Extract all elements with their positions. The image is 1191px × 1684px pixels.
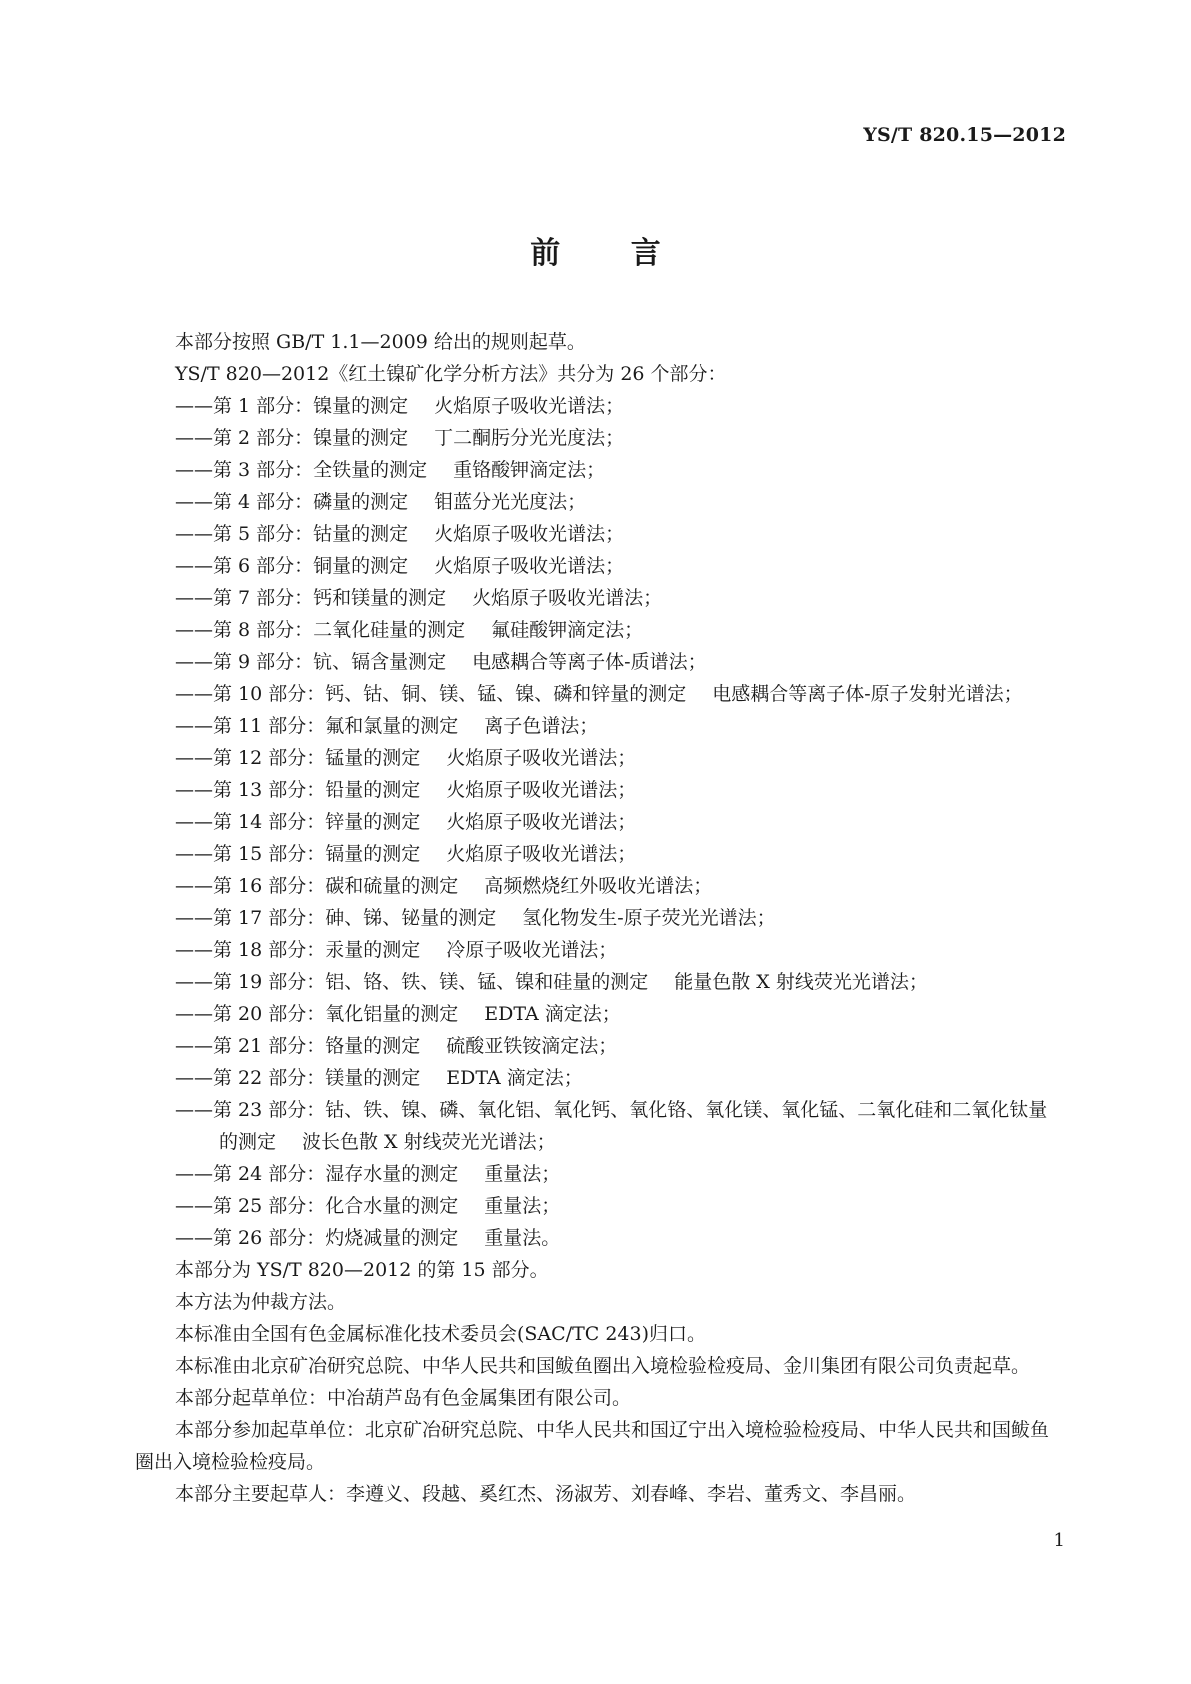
part-name: ——第 16 部分：碳和硫量的测定 bbox=[175, 875, 459, 897]
page-title: 前 言 bbox=[530, 236, 691, 271]
part-item bbox=[135, 1158, 1065, 1190]
page-number: 1 bbox=[1053, 1530, 1065, 1551]
part-method: 钼蓝分光光度法； bbox=[434, 491, 587, 513]
part-name: ——第 21 部分：铬量的测定 bbox=[175, 1035, 421, 1057]
part-name: ——第 26 部分：灼烧减量的测定 bbox=[175, 1227, 459, 1249]
part-method: 硫酸亚铁铵滴定法； bbox=[446, 1035, 618, 1057]
part-method: EDTA 滴定法； bbox=[484, 1003, 621, 1025]
closing-paragraph: 本方法为仲裁方法。 bbox=[175, 1291, 347, 1313]
part-name: ——第 11 部分：氟和氯量的测定 bbox=[175, 715, 459, 737]
intro-paragraph: YS/T 820—2012《红土镍矿化学分析方法》共分为 26 个部分： bbox=[175, 363, 727, 385]
part-item bbox=[135, 742, 1065, 774]
part-name: ——第 19 部分：铝、铬、铁、镁、锰、镍和硅量的测定 bbox=[175, 971, 649, 993]
part-item bbox=[135, 518, 1065, 550]
part-item bbox=[135, 422, 1065, 454]
part-item bbox=[135, 774, 1065, 806]
part-item bbox=[135, 550, 1065, 582]
part-method: 火焰原子吸收光谱法； bbox=[472, 587, 663, 609]
part-item bbox=[135, 838, 1065, 870]
part-name: ——第 2 部分：镍量的测定 bbox=[175, 427, 409, 449]
part-item bbox=[135, 1190, 1065, 1222]
closing-paragraph: 本标准由全国有色金属标准化技术委员会(SAC/TC 243)归口。 bbox=[175, 1323, 707, 1345]
part-name: ——第 10 部分：钙、钴、铜、镁、锰、镍、磷和锌量的测定 bbox=[175, 683, 687, 705]
part-method: 火焰原子吸收光谱法； bbox=[446, 779, 637, 801]
closing-paragraph: 本部分起草单位：中冶葫芦岛有色金属集团有限公司。 bbox=[175, 1387, 632, 1409]
part-name: ——第 9 部分：钪、镉含量测定 bbox=[175, 651, 447, 673]
part-item bbox=[135, 806, 1065, 838]
part-item bbox=[135, 1222, 1065, 1254]
part-item bbox=[135, 1062, 1065, 1094]
part-name: ——第 18 部分：汞量的测定 bbox=[175, 939, 421, 961]
part-method: 重量法； bbox=[484, 1163, 561, 1185]
part-name: ——第 22 部分：镁量的测定 bbox=[175, 1067, 421, 1089]
foreword-body bbox=[135, 326, 1065, 1510]
part-name: ——第 15 部分：镉量的测定 bbox=[175, 843, 421, 865]
part-method: 火焰原子吸收光谱法； bbox=[434, 395, 625, 417]
part-name: ——第 6 部分：铜量的测定 bbox=[175, 555, 409, 577]
part-name: ——第 5 部分：钴量的测定 bbox=[175, 523, 409, 545]
part-name: ——第 8 部分：二氧化硅量的测定 bbox=[175, 619, 466, 641]
part-item bbox=[135, 678, 1065, 710]
part-method: 火焰原子吸收光谱法； bbox=[446, 747, 637, 769]
part-method: 冷原子吸收光谱法； bbox=[446, 939, 618, 961]
part-item bbox=[135, 710, 1065, 742]
part-name: ——第 1 部分：镍量的测定 bbox=[175, 395, 409, 417]
closing-paragraph: 本部分主要起草人：李遵义、段越、奚红杰、汤淑芳、刘春峰、李岩、董秀文、李昌丽。 bbox=[175, 1483, 917, 1505]
part-method: 氢化物发生-原子荧光光谱法； bbox=[522, 907, 776, 929]
closing-section bbox=[135, 1254, 1065, 1510]
part-name: ——第 25 部分：化合水量的测定 bbox=[175, 1195, 459, 1217]
part-method: 氟硅酸钾滴定法； bbox=[491, 619, 644, 641]
part-method: 丁二酮肟分光光度法； bbox=[434, 427, 625, 449]
closing-paragraph: 本部分为 YS/T 820—2012 的第 15 部分。 bbox=[175, 1259, 549, 1281]
part-name: ——第 23 部分：钴、铁、镍、磷、氧化铝、氧化钙、氧化铬、氧化镁、氧化锰、二氧化硅和二氧化钛量的测定 bbox=[175, 1099, 1048, 1153]
part-method: 重量法。 bbox=[484, 1227, 561, 1249]
part-name: ——第 3 部分：全铁量的测定 bbox=[175, 459, 428, 481]
part-item bbox=[135, 1094, 1065, 1158]
standard-code: YS/T 820.15—2012 bbox=[863, 124, 1066, 146]
part-item bbox=[135, 614, 1065, 646]
part-item bbox=[135, 454, 1065, 486]
part-method: 高频燃烧红外吸收光谱法； bbox=[484, 875, 713, 897]
part-name: ——第 13 部分：铅量的测定 bbox=[175, 779, 421, 801]
part-item bbox=[135, 998, 1065, 1030]
part-item bbox=[135, 966, 1065, 998]
part-name: ——第 20 部分：氧化铝量的测定 bbox=[175, 1003, 459, 1025]
part-name: ——第 24 部分：湿存水量的测定 bbox=[175, 1163, 459, 1185]
part-method: 重铬酸钾滴定法； bbox=[453, 459, 606, 481]
part-method: 离子色谱法； bbox=[484, 715, 599, 737]
part-item bbox=[135, 1030, 1065, 1062]
part-name: ——第 7 部分：钙和镁量的测定 bbox=[175, 587, 447, 609]
closing-paragraph: 本标准由北京矿冶研究总院、中华人民共和国鲅鱼圈出入境检验检疫局、金川集团有限公司负责起草。 bbox=[175, 1355, 1031, 1377]
part-method: 火焰原子吸收光谱法； bbox=[446, 843, 637, 865]
part-method: 火焰原子吸收光谱法； bbox=[446, 811, 637, 833]
part-item bbox=[135, 646, 1065, 678]
closing-paragraph: 本部分参加起草单位：北京矿冶研究总院、中华人民共和国辽宁出入境检验检疫局、中华人民共和国鲅鱼圈出入境检验检疫局。 bbox=[135, 1419, 1050, 1473]
part-name: ——第 17 部分：砷、锑、铋量的测定 bbox=[175, 907, 497, 929]
intro-paragraph: 本部分按照 GB/T 1.1—2009 给出的规则起草。 bbox=[175, 331, 586, 353]
part-item bbox=[135, 934, 1065, 966]
part-item bbox=[135, 486, 1065, 518]
part-item bbox=[135, 390, 1065, 422]
part-method: 火焰原子吸收光谱法； bbox=[434, 523, 625, 545]
part-name: ——第 4 部分：磷量的测定 bbox=[175, 491, 409, 513]
part-name: ——第 12 部分：锰量的测定 bbox=[175, 747, 421, 769]
part-method: 波长色散 X 射线荧光光谱法； bbox=[302, 1131, 556, 1153]
part-method: 重量法； bbox=[484, 1195, 561, 1217]
part-item bbox=[135, 870, 1065, 902]
part-method: 火焰原子吸收光谱法； bbox=[434, 555, 625, 577]
part-method: EDTA 滴定法； bbox=[446, 1067, 583, 1089]
part-method: 电感耦合等离子体-原子发射光谱法； bbox=[712, 683, 1023, 705]
part-item bbox=[135, 582, 1065, 614]
part-item bbox=[135, 902, 1065, 934]
part-method: 能量色散 X 射线荧光光谱法； bbox=[674, 971, 928, 993]
part-name: ——第 14 部分：锌量的测定 bbox=[175, 811, 421, 833]
part-method: 电感耦合等离子体-质谱法； bbox=[472, 651, 707, 673]
parts-list bbox=[135, 390, 1065, 1254]
